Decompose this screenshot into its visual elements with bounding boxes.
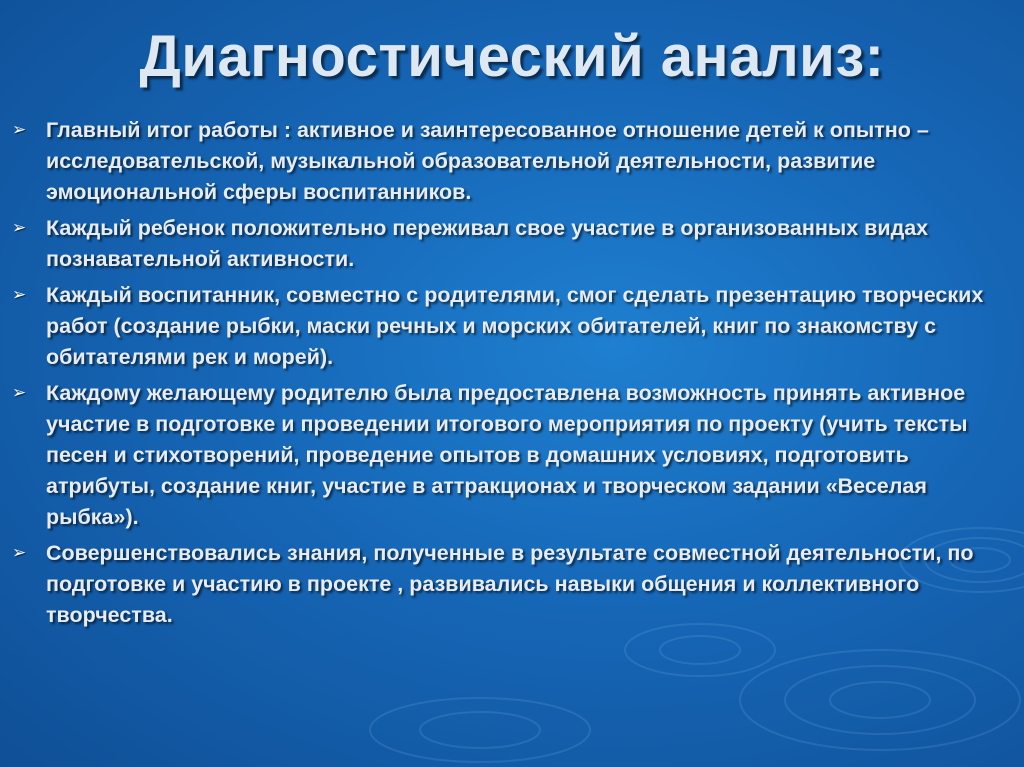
bullet-text: Совершенствовались знания, полученные в результате совместной деятельности, по подготовке и участию в проекте , развивались навыки общения и коллективного творчества. bbox=[46, 541, 974, 627]
bullet-text: Главный итог работы : активное и заинтересованное отношение детей к опытно – исследовательской, музыкальной образовательной деятельности, развитие эмоциональной сферы воспитанников. bbox=[46, 118, 929, 204]
arrowhead-bullet-icon: ➢ bbox=[12, 285, 27, 305]
slide-title: Диагностический анализ: bbox=[139, 24, 885, 89]
bullet-text: Каждый воспитанник, совместно с родителями, смог сделать презентацию творческих работ (создание рыбки, маски речных и морских обитателей, книг по знакомству с обитателями рек и морей). bbox=[46, 283, 984, 369]
arrowhead-bullet-icon: ➢ bbox=[12, 383, 27, 403]
bullet-item bbox=[8, 115, 1016, 208]
bullet-list bbox=[8, 115, 1016, 636]
bullet-item bbox=[8, 378, 1016, 533]
arrowhead-bullet-icon: ➢ bbox=[12, 218, 27, 238]
bullet-text: Каждому желающему родителю была предоставлена возможность принять активное участие в подготовке и проведении итогового мероприятия по проекту (учить тексты песен и стихотворений, проведение опытов в домашних условиях, подготовить атрибуты, создание книг, участие в аттракционах и творческом задании «Веселая рыбка»). bbox=[46, 381, 968, 529]
arrowhead-bullet-icon: ➢ bbox=[12, 543, 27, 563]
bullet-item bbox=[8, 213, 1016, 275]
arrowhead-bullet-icon: ➢ bbox=[12, 120, 27, 140]
bullet-item bbox=[8, 538, 1016, 631]
bullet-text: Каждый ребенок положительно переживал свое участие в организованных видах познавательной активности. bbox=[46, 216, 929, 271]
bullet-item bbox=[8, 280, 1016, 373]
